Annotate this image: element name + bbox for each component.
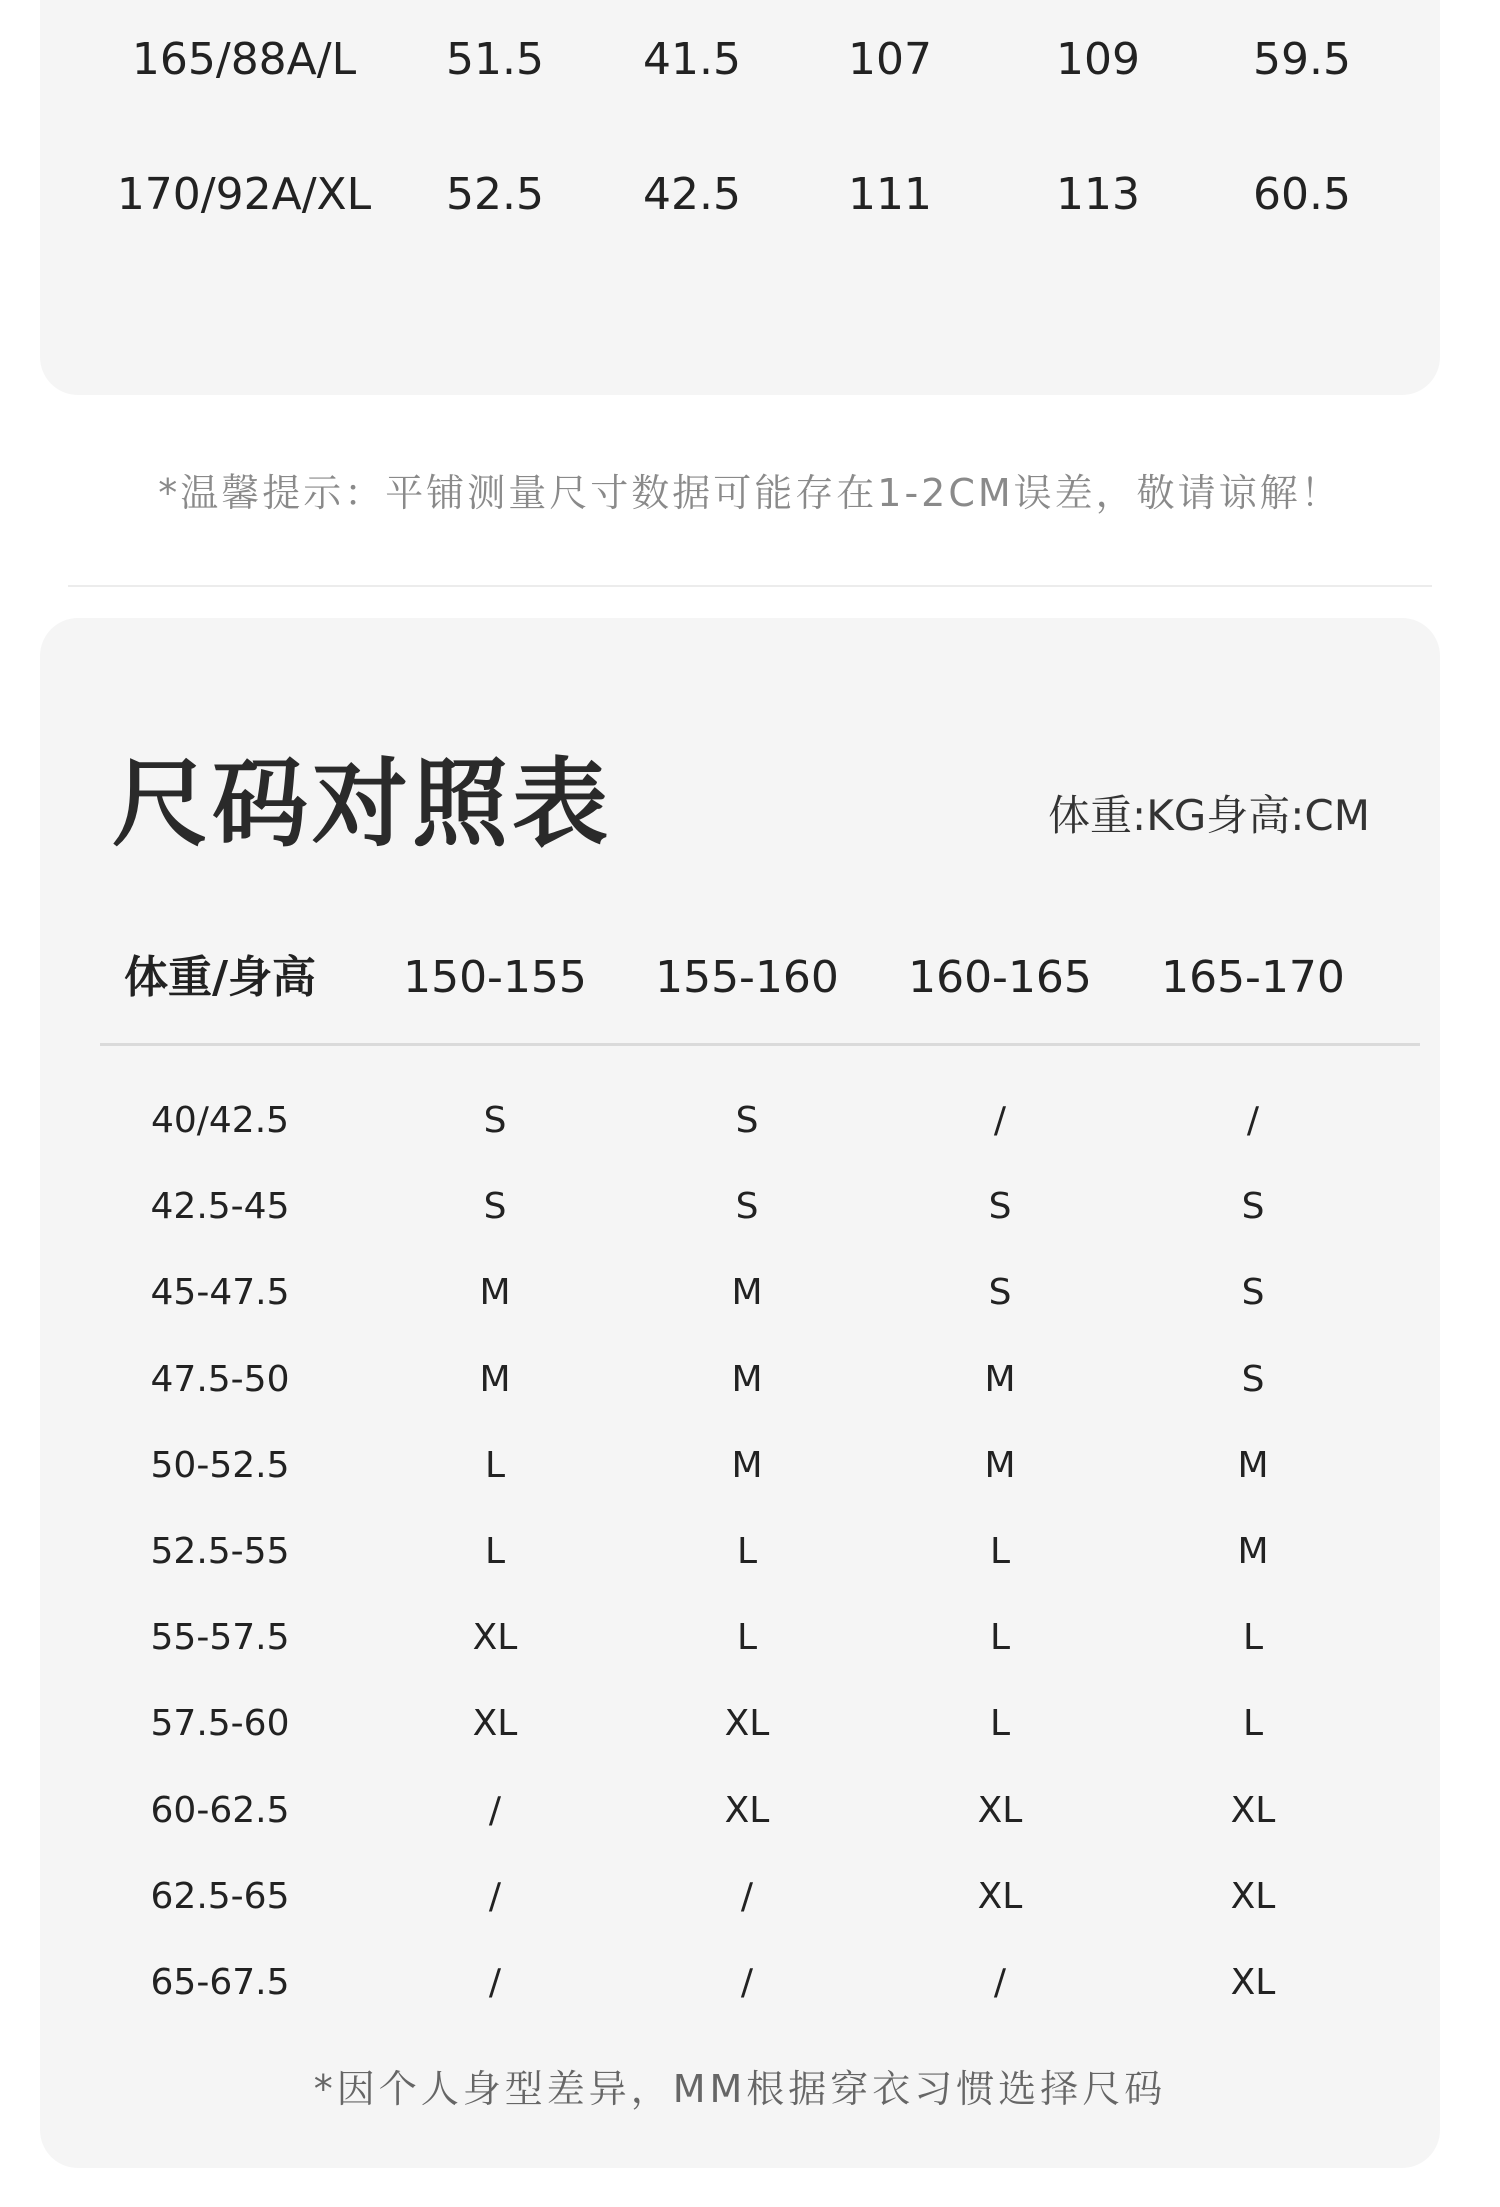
size-cell: S [988,1186,1012,1228]
size-chart-title: 尺码对照表 [112,748,612,860]
header-weight-height: 体重/身高 [123,952,317,1003]
size-cell: L [736,1531,758,1572]
size-cell: S [483,1100,507,1141]
section-divider [68,585,1432,587]
size-note: *因个人身型差异，MM根据穿衣习惯选择尺码 [313,2067,1167,2111]
measurement-card [40,0,1440,395]
size-cell: M [984,1358,1016,1400]
size-cell: M [984,1444,1016,1486]
measure-cell: 52.5 [446,169,544,220]
measure-cell: 107 [848,34,932,85]
size-row [40,1783,1440,1839]
weight-range-cell: 60-62.5 [150,1789,290,1831]
measure-cell: 60.5 [1253,169,1351,220]
size-cell: S [1241,1186,1265,1228]
size-cell: / [740,1875,754,1917]
measure-cell: 170/92A/XL [116,169,372,220]
header-height-range: 160-165 [908,952,1092,1003]
size-cell: XL [724,1789,770,1831]
size-cell: / [993,1962,1007,2003]
size-cell: S [735,1100,759,1141]
size-cell: M [731,1272,763,1314]
size-cell: M [479,1272,511,1314]
size-row [40,1352,1440,1408]
size-row [40,1265,1440,1321]
weight-range-cell: 65-67.5 [150,1962,290,2003]
size-cell: L [484,1531,506,1572]
header-height-range: 155-160 [655,952,839,1003]
size-cell: M [731,1358,763,1400]
measure-cell: 111 [848,169,932,220]
size-row [40,1093,1440,1149]
measurement-tip: *温馨提示：平铺测量尺寸数据可能存在1-2CM误差，敬请谅解！ [158,471,1342,515]
size-cell: XL [1230,1962,1276,2003]
weight-range-cell: 42.5-45 [150,1186,290,1228]
size-cell: / [488,1962,502,2003]
size-cell: / [1246,1100,1260,1141]
size-cell: L [989,1703,1011,1745]
size-cell: M [1237,1531,1269,1572]
size-cell: L [1242,1703,1264,1745]
size-cell: L [989,1617,1011,1659]
measure-cell: 42.5 [643,169,741,220]
measure-cell: 59.5 [1253,34,1351,85]
size-cell: S [483,1186,507,1228]
size-cell: / [488,1875,502,1917]
measure-cell: 51.5 [446,34,544,85]
size-cell: L [1242,1617,1264,1659]
measure-row [40,30,1440,90]
size-cell: / [740,1962,754,2003]
size-cell: L [484,1444,506,1486]
size-cell: XL [1230,1875,1276,1917]
size-cell: XL [472,1617,518,1659]
unit-label: 体重:KG身高:CM [1048,791,1370,840]
size-cell: XL [977,1875,1023,1917]
size-cell: S [735,1186,759,1228]
size-row [40,1438,1440,1494]
measure-cell: 41.5 [643,34,741,85]
header-height-range: 150-155 [403,952,587,1003]
measure-cell: 165/88A/L [131,34,357,85]
size-cell: L [736,1617,758,1659]
weight-range-cell: 45-47.5 [150,1272,290,1314]
size-cell: M [1237,1444,1269,1486]
size-cell: M [731,1444,763,1486]
size-row [40,1869,1440,1925]
measure-cell: 109 [1056,34,1140,85]
size-cell: XL [724,1703,770,1745]
size-row [40,1524,1440,1580]
weight-range-cell: 55-57.5 [150,1617,290,1659]
size-cell: XL [1230,1789,1276,1831]
size-cell: XL [977,1789,1023,1831]
size-row [40,1179,1440,1235]
weight-range-cell: 47.5-50 [150,1358,290,1400]
weight-range-cell: 62.5-65 [150,1875,290,1917]
weight-range-cell: 52.5-55 [150,1531,290,1572]
measure-cell: 113 [1056,169,1140,220]
weight-range-cell: 50-52.5 [150,1444,290,1486]
measure-row [40,165,1440,225]
size-cell: L [989,1531,1011,1572]
weight-range-cell: 57.5-60 [150,1703,290,1745]
size-cell: S [1241,1272,1265,1314]
size-cell: S [988,1272,1012,1314]
size-row [40,1610,1440,1666]
size-row [40,1696,1440,1752]
size-cell: S [1241,1358,1265,1400]
size-row [40,1955,1440,2011]
weight-range-cell: 40/42.5 [150,1100,290,1141]
size-cell: XL [472,1703,518,1745]
table-rule [100,1043,1420,1046]
size-cell: / [993,1100,1007,1141]
size-chart-card [40,618,1440,2168]
size-cell: / [488,1789,502,1831]
header-height-range: 165-170 [1161,952,1345,1003]
size-cell: M [479,1358,511,1400]
